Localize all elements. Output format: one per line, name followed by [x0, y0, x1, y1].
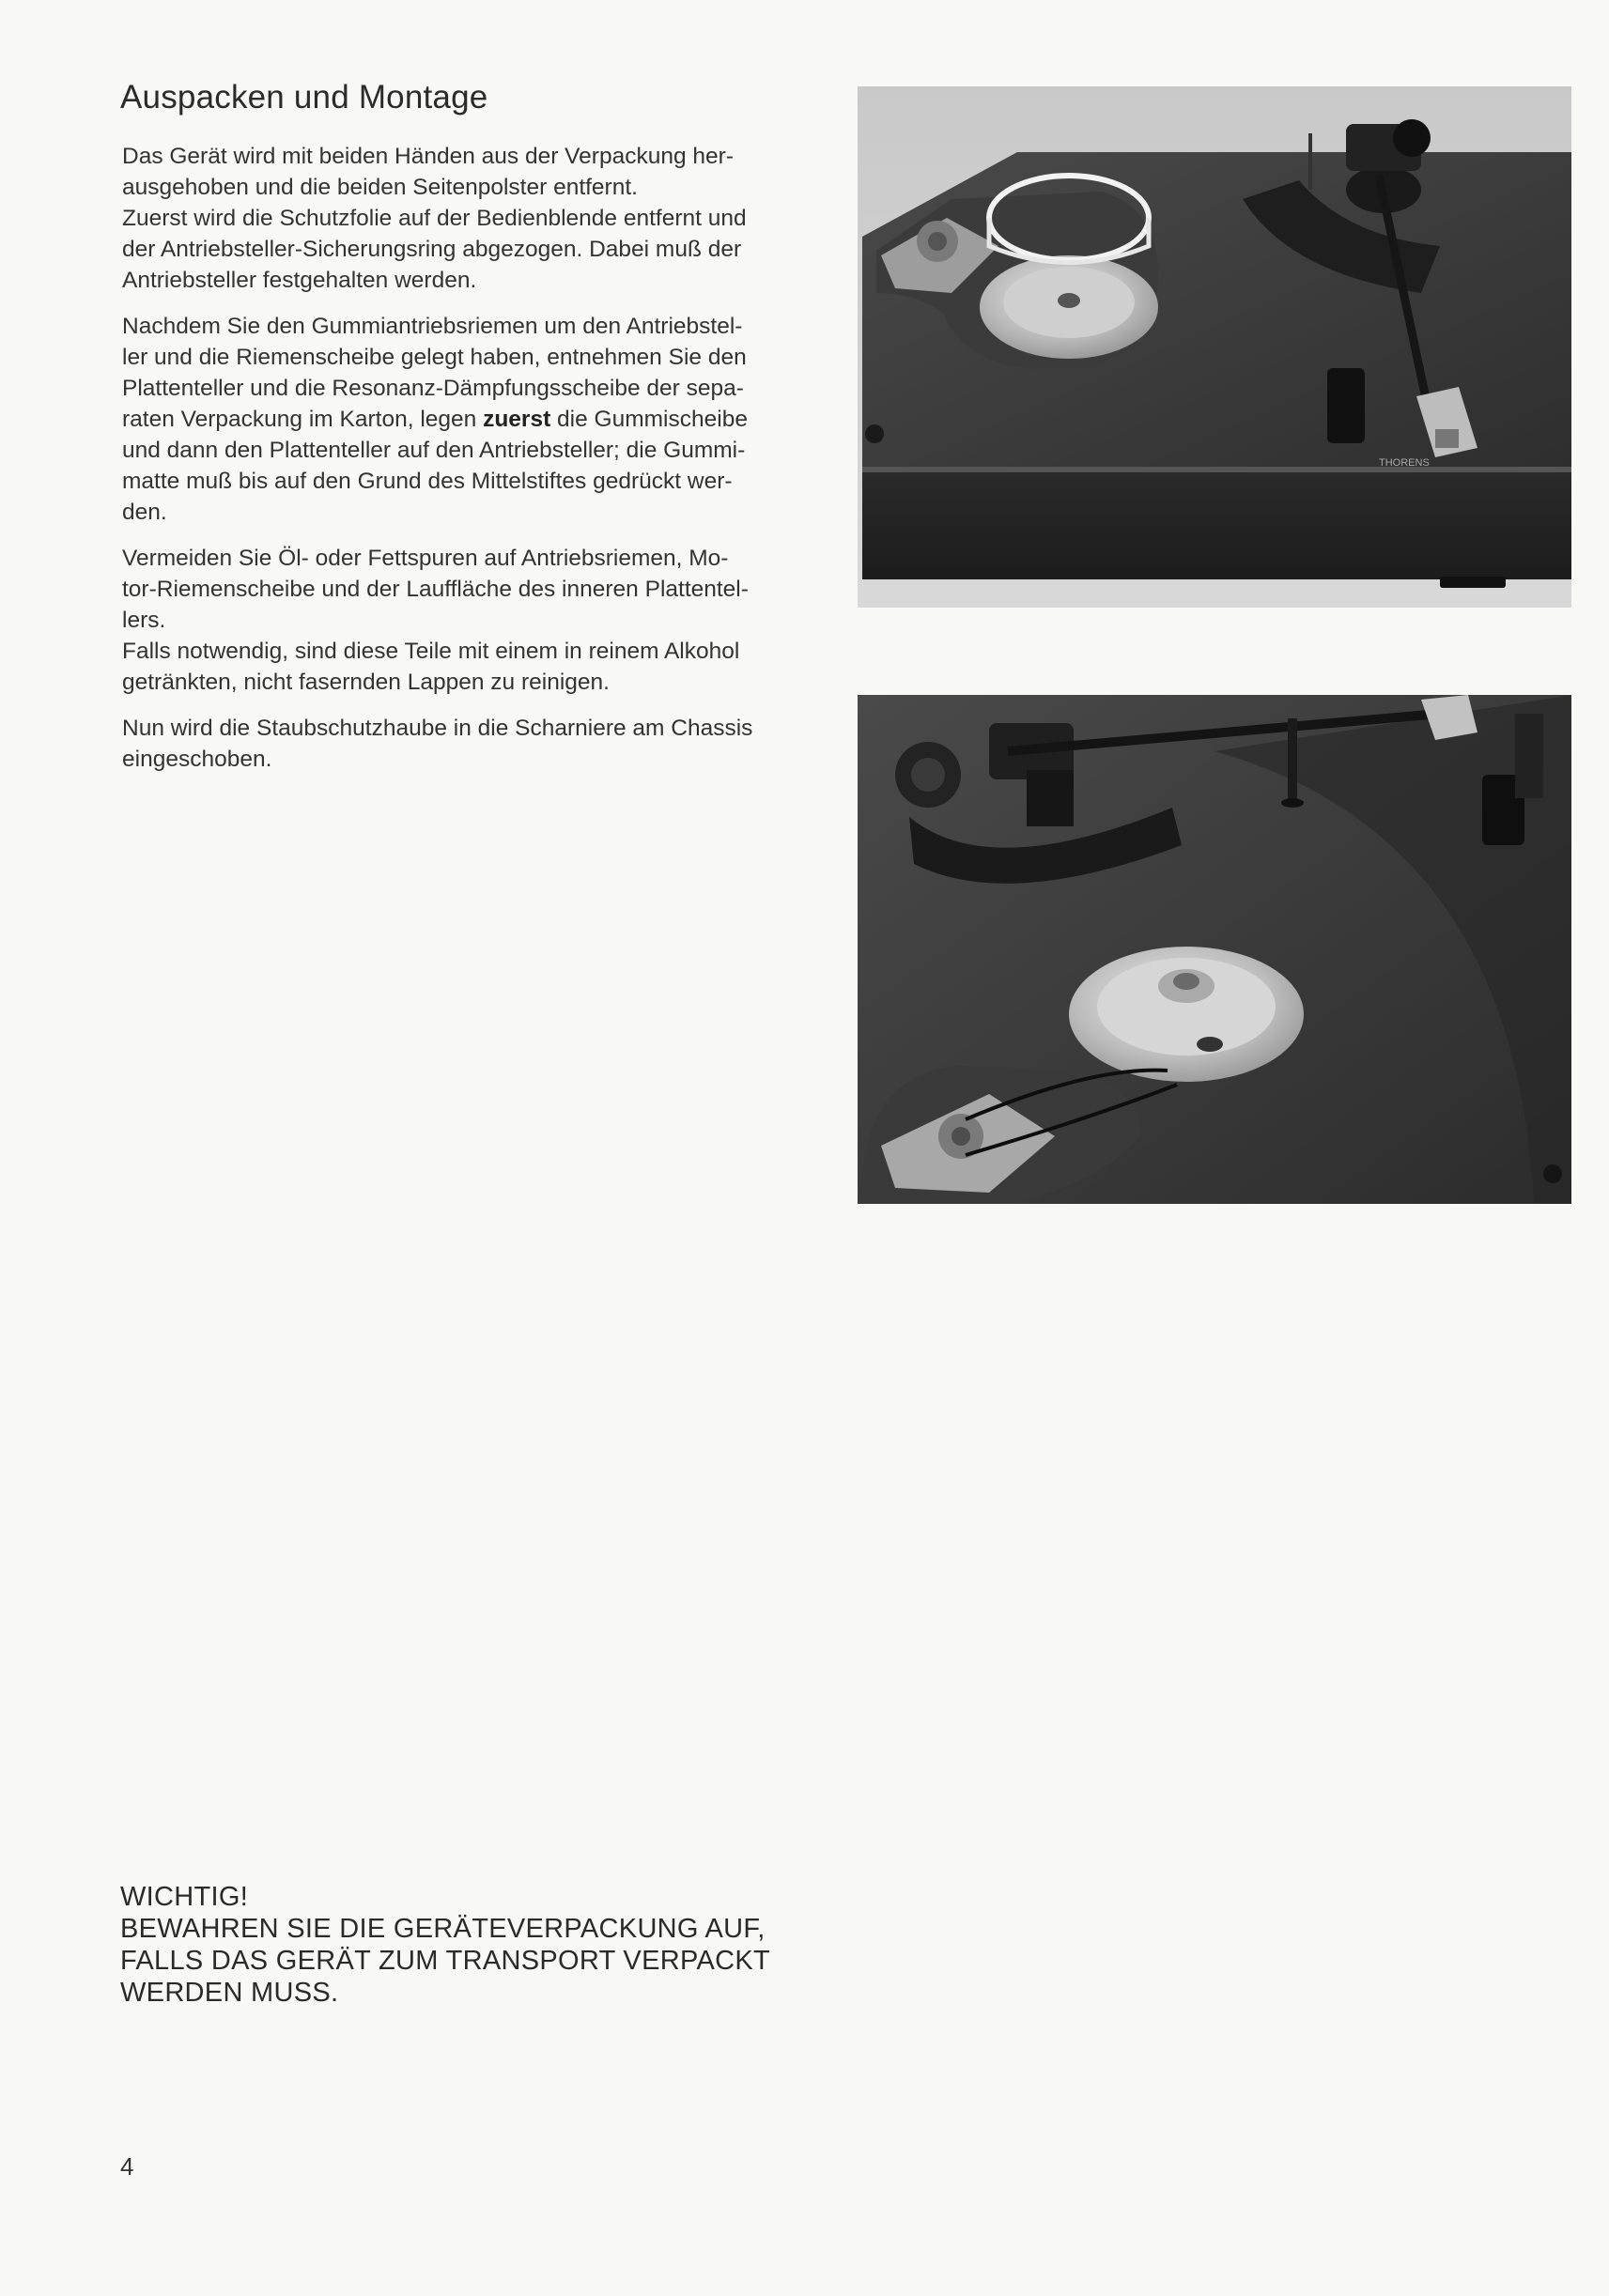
important-notice	[120, 1881, 834, 2009]
page-number: 4	[120, 2152, 134, 2180]
notice-heading: WICHTIG!	[120, 1882, 249, 1912]
text-span: Nachdem Sie den Gummiantriebsriemen um den Antriebstel- ler und die Riemenscheibe gelegt haben, entnehmen Sie den Plattenteller und die Resonanz-Dämpfungsscheibe der sepa- raten Verpackung im Karton, legen	[122, 314, 747, 432]
turntable-photo-top	[858, 86, 1571, 608]
paragraph-unpacking: Das Gerät wird mit beiden Händen aus der Verpackung her- ausgehoben und die beiden Seitenpolster entfernt. Zuerst wird die Schutzfolie auf der Bedienblende entfernt und der Antriebsteller-Sicherungsring abgezogen. Dabei muß der Antriebsteller festgehalten werden.	[122, 144, 747, 293]
notice-line: BEWAHREN SIE DIE GERÄTEVERPACKUNG AUF,	[120, 1914, 766, 1944]
paragraph-belt-mounting	[122, 311, 798, 528]
notice-line: FALLS DAS GERÄT ZUM TRANSPORT VERPACKT	[120, 1946, 770, 1976]
notice-line: WERDEN MUSS.	[120, 1978, 339, 2008]
emphasis-text: zuerst	[483, 407, 551, 432]
paragraph-dust-cover: Nun wird die Staubschutzhaube in die Scharniere am Chassis eingeschoben.	[122, 716, 753, 772]
page-title: Auspacken und Montage	[120, 79, 488, 116]
text-span: die Gummischeibe und dann den Plattenteller auf den Antriebsteller; die Gummi- matte muß bis auf den Grund des Mittelstiftes gedrückt wer- den.	[122, 407, 748, 525]
turntable-photo-detail	[858, 695, 1571, 1204]
brand-label: THORENS	[1379, 457, 1430, 469]
body-text	[122, 141, 798, 790]
paragraph-cleaning: Vermeiden Sie Öl- oder Fettspuren auf Antriebsriemen, Mo- tor-Riemenscheibe und der Lauffläche des inneren Plattentel- lers. Falls notwendig, sind diese Teile mit einem in reinem Alkohol getränkten, nicht fasernden Lappen zu reinigen.	[122, 546, 749, 695]
